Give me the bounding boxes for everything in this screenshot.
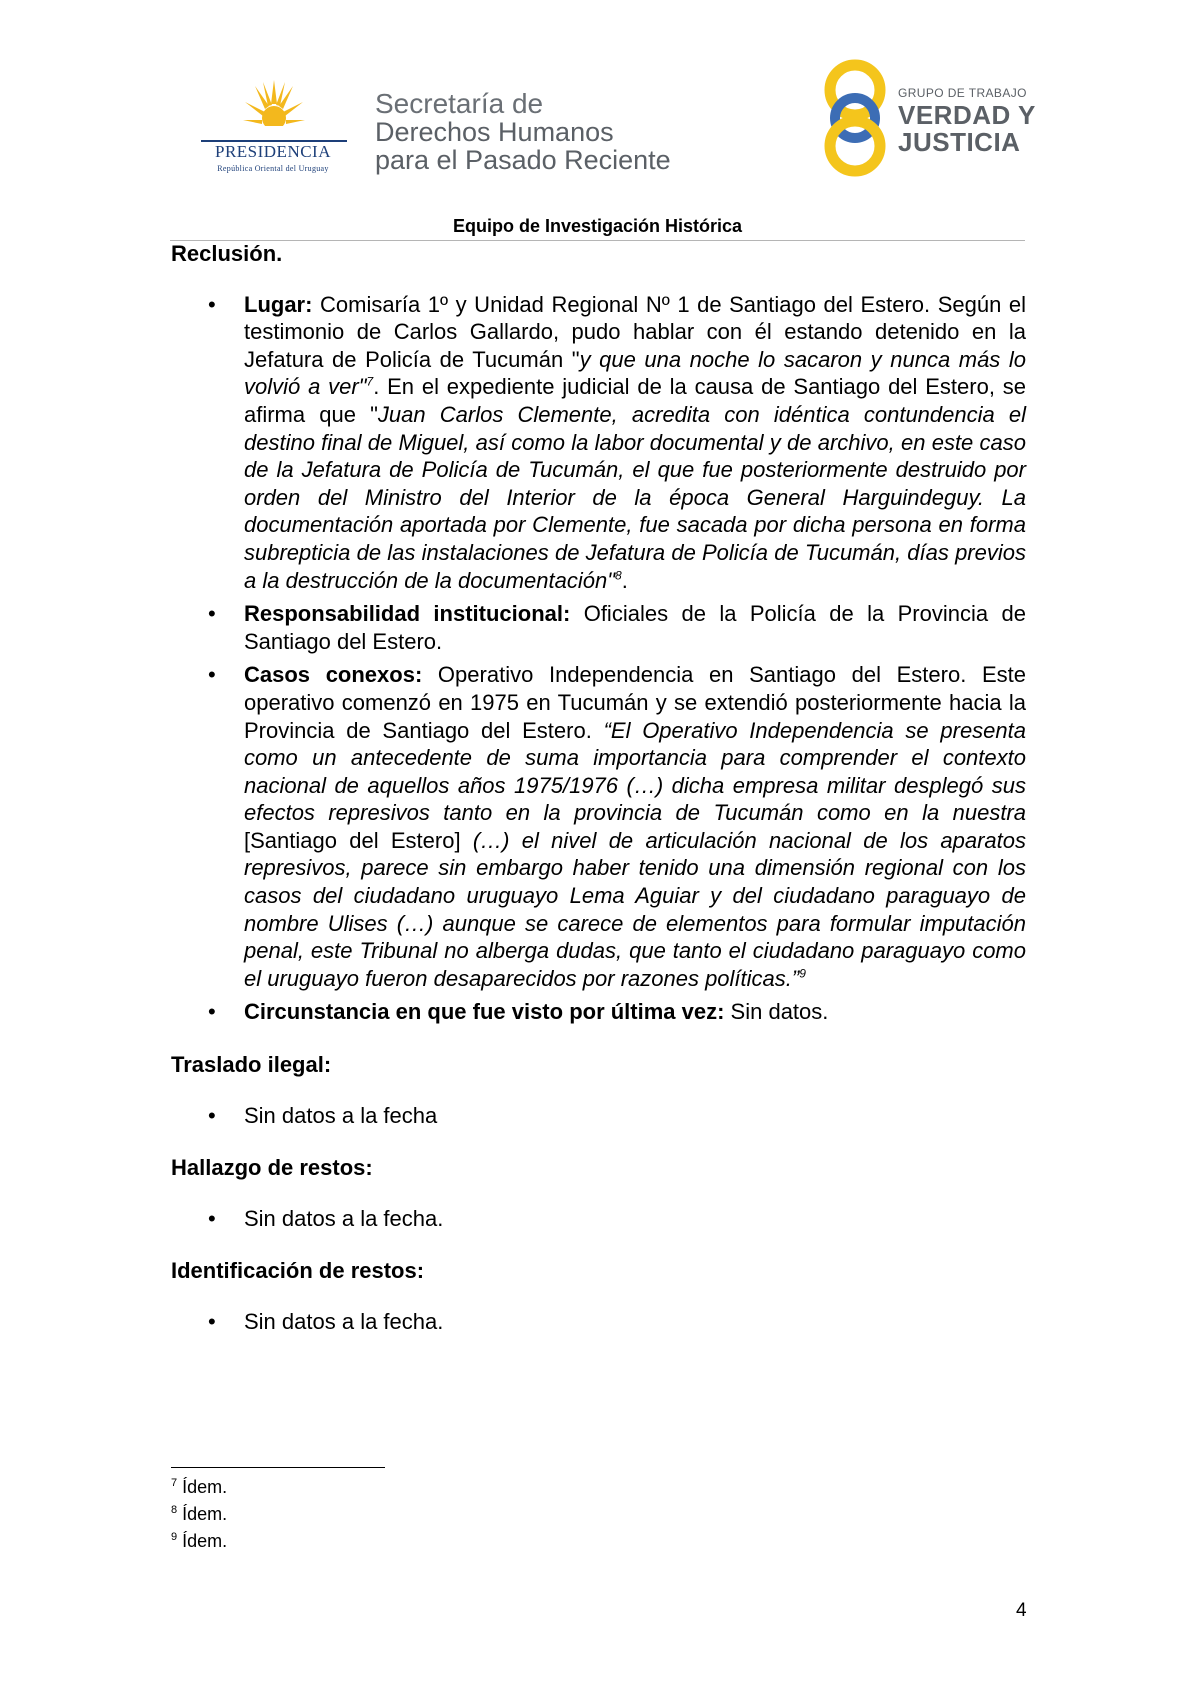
casos-text-2: [Santiago del Estero] <box>244 827 473 853</box>
secretaria-line2: Derechos Humanos <box>375 117 614 147</box>
lugar-quote-1: y que una noche lo sacaron y nunca más lo volvió a ver" <box>244 346 1026 400</box>
section-title-hallazgo: Hallazgo de restos: <box>171 1155 373 1181</box>
footnote-number: 7 <box>171 1477 178 1489</box>
lugar-text-3: . <box>621 567 628 593</box>
traslado-list <box>171 1102 1026 1130</box>
section-title-reclusion: Reclusión. <box>171 241 283 266</box>
responsabilidad-label: Responsabilidad institucional: <box>244 601 571 627</box>
footnote-8 <box>171 1501 227 1528</box>
list-item-circunstancia <box>171 998 1026 1026</box>
footnote-ref-8: 8 <box>615 568 622 583</box>
vyj-title-line1: VERDAD Y <box>898 100 1036 130</box>
footnote-number: 9 <box>171 1531 178 1543</box>
casos-quote-2: (…) el nivel de articulación nacional de los aparatos represivos, parece sin embargo haber tenido una dimensión regional con los casos del ciudadano uruguayo Lema Aguiar y del ciudadano paraguayo de nombre Ulises (…) aunque se carece de elementos para formular imputación penal, este Tribunal no alberga dudas, que tanto el ciudadano paraguayo como el uruguayo fueron desaparecidos por razones políticas.” <box>244 827 1026 991</box>
lugar-label: Lugar: <box>244 291 313 317</box>
secretaria-line3: para el Pasado Reciente <box>375 145 671 175</box>
hallazgo-list <box>171 1205 1026 1233</box>
identificacion-list <box>171 1308 1026 1336</box>
casos-text-1: Operativo Independencia en Santiago del Estero. Este operativo comenzó en 1975 en Tucumán y se extendió posteriormente hacia la Provincia de Santiago del Estero. <box>244 662 1026 743</box>
bullet-icon: • <box>208 1309 216 1334</box>
presidencia-name: PRESIDENCIA <box>214 142 331 161</box>
lugar-text-2: . En el expediente judicial de la causa de Santiago del Estero, se afirma que " <box>244 374 1026 427</box>
footnote-ref-7: 7 <box>366 375 374 390</box>
traslado-item-text: Sin datos a la fecha <box>244 1102 438 1128</box>
list-item-traslado <box>171 1102 1026 1130</box>
lugar-quote-2: Juan Carlos Clemente, acredita con idéntica contundencia el destino final de Miguel, así como la labor documental y de archivo, en este caso de la Jefatura de Policía de Tucumán, el que fue posteriormente destruido por orden del Ministro del Interior de la época General Harguindeguy. La documentación aportada por Clemente, fue sacada por dicha persona en forma subrepticia de las instalaciones de Jefatura de Policía de Tucumán, días previos a la destrucción de la documentación" <box>244 401 1026 593</box>
footnote-ref-9: 9 <box>799 966 806 981</box>
list-item-identificacion <box>171 1308 1026 1336</box>
vyj-title-line2: JUSTICIA <box>898 127 1021 157</box>
team-title: Equipo de Investigación Histórica <box>452 216 743 236</box>
secretaria-line1: Secretaría de <box>375 88 544 119</box>
chain-rings-icon <box>822 56 888 180</box>
casos-label: Casos conexos: <box>244 662 423 688</box>
circunstancia-text: Sin datos. <box>724 999 829 1025</box>
footnote-number: 8 <box>171 1504 178 1516</box>
sun-icon <box>243 78 305 138</box>
page-header <box>0 0 1190 200</box>
footnotes <box>171 1474 227 1555</box>
responsabilidad-text: Oficiales de la Policía de la Provincia de Santiago del Estero. <box>244 601 1026 654</box>
vyj-title <box>898 102 1036 156</box>
footnote-7 <box>171 1474 227 1501</box>
bullet-icon: • <box>208 1205 216 1231</box>
lugar-text-1: Comisaría 1º y Unidad Regional Nº 1 de Santiago del Estero. Según el testimonio de Carlos Gallardo, pudo hablar con él estando detenido en la Jefatura de Policía de Tucumán " <box>244 291 1026 372</box>
presidencia-subtitle: República Oriental del Uruguay <box>217 164 329 173</box>
footnote-9 <box>171 1528 227 1555</box>
hallazgo-item-text: Sin datos a la fecha. <box>244 1205 444 1231</box>
list-item-hallazgo <box>171 1205 1026 1233</box>
identificacion-item-text: Sin datos a la fecha. <box>244 1309 444 1334</box>
bullet-icon: • <box>208 291 216 317</box>
section-title-identificacion: Identificación de restos: <box>171 1258 425 1284</box>
reclusion-list <box>171 291 1026 1026</box>
bullet-icon: • <box>208 662 216 688</box>
page-number: 4 <box>1016 1600 1027 1621</box>
footnote-text: Ídem. <box>182 1504 228 1524</box>
footnote-separator <box>171 1467 385 1468</box>
circunstancia-label: Circunstancia en que fue visto por última vez: <box>244 999 725 1025</box>
vyj-subtitle: GRUPO DE TRABAJO <box>898 86 1027 100</box>
footnote-text: Ídem. <box>182 1477 228 1497</box>
bullet-icon: • <box>208 601 216 627</box>
verdad-justicia-logo <box>822 56 1042 184</box>
bullet-icon: • <box>208 999 216 1025</box>
casos-quote-1: “El Operativo Independencia se presenta como un antecedente de suma importancia para comprender el contexto nacional de aquellos años 1975/1976 (…) dicha empresa militar desplegó sus efectos represivos tanto en la provincia de Tucumán como en la nuestra <box>244 717 1026 826</box>
list-item-casos-conexos <box>171 661 1026 992</box>
presidencia-logo <box>195 78 355 178</box>
document-body <box>171 240 1026 1336</box>
list-item-responsabilidad <box>171 600 1026 655</box>
footnote-text: Ídem. <box>182 1531 228 1551</box>
bullet-icon: • <box>208 1102 216 1128</box>
section-title-traslado: Traslado ilegal: <box>171 1052 332 1078</box>
list-item-lugar <box>171 291 1026 595</box>
secretaria-logo-text <box>375 90 671 174</box>
